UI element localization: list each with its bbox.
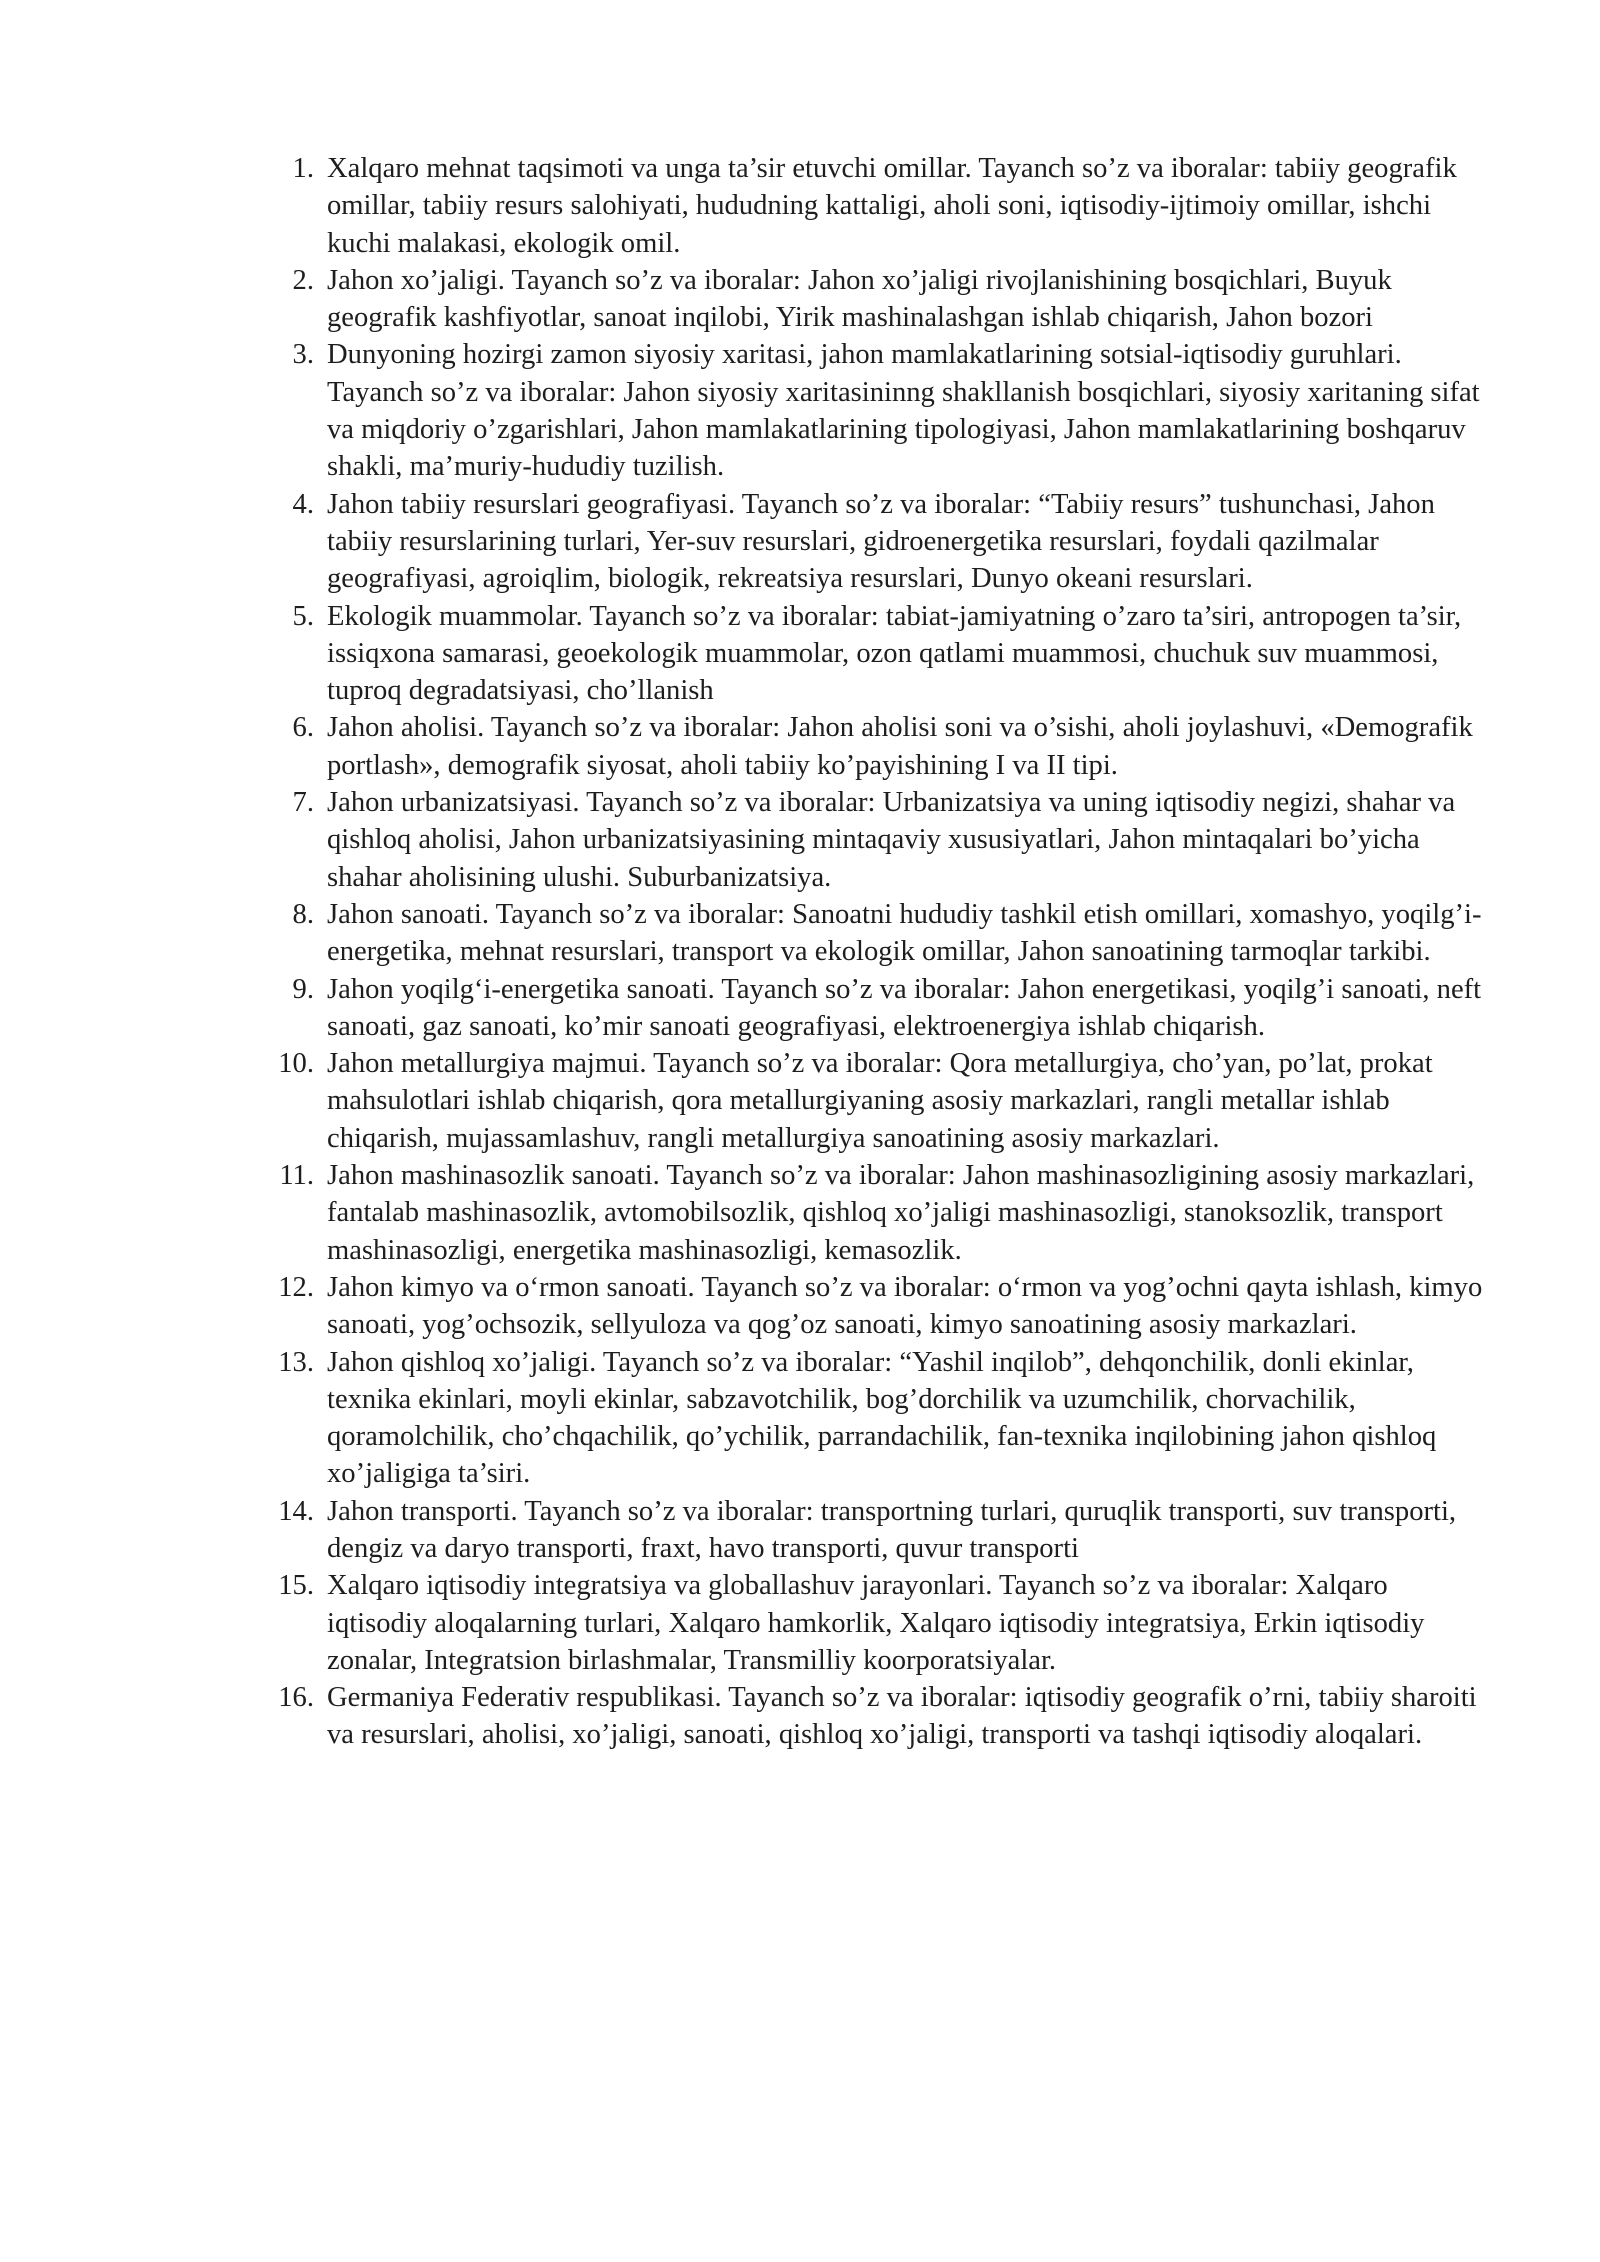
item-number: 4. xyxy=(292,488,314,520)
item-text: Jahon qishloq xo’jaligi. Tayanch so’z va iboralar: “Yashil inqilob”, dehqonchilik, donli ekinlar, texnika ekinlari, moyli ekinlar, sabzavotchilik, bog’dorchilik va uzumchilik, chorvachilik, qoramolchilik, cho’chqachilik, qo’ychilik, parrandachilik, fan-texnika inqilobining jahon qishloq xo’jaligiga ta’siri. xyxy=(327,1346,1437,1490)
item-number: 1. xyxy=(292,153,314,184)
item-number: 13. xyxy=(278,1346,314,1378)
item-number: 6. xyxy=(292,712,314,744)
item-text: Jahon metallurgiya majmui. Tayanch so’z va iboralar: Qora metallurgiya, cho’yan, po’lat, prokat mahsulotlari ishlab chiqarish, qora metallurgiyaning asosiy markazlari, rangli metallar ishlab chiqarish, mujassamlashuv, rangli metallurgiya sanoatining asosiy markazlari. xyxy=(327,1048,1433,1154)
item-text: Jahon mashinasozlik sanoati. Tayanch so’z va iboralar: Jahon mashinasozligining asosiy markazlari, fantalab mashinasozlik, avtomobilsozlik, qishloq xo’jaligi mashinasozligi, stanoksozlik, transport mashinasozligi, energetika mashinasozligi, kemasozlik. xyxy=(327,1160,1475,1266)
list-item xyxy=(274,336,1490,485)
list-item xyxy=(274,709,1490,784)
item-text: Jahon yoqilg‘i-energetika sanoati. Tayanch so’z va iboralar: Jahon energetikasi, yoqilg’i sanoati, neft sanoati, gaz sanoati, ko’mir sanoati geografiyasi, elektroenergiya ishlab chiqarish. xyxy=(327,973,1482,1042)
topic-list xyxy=(274,150,1490,1754)
item-number: 7. xyxy=(292,787,314,819)
list-item xyxy=(274,1157,1490,1269)
item-number: 3. xyxy=(292,339,314,371)
item-text: Jahon urbanizatsiyasi. Tayanch so’z va iboralar: Urbanizatsiya va uning iqtisodiy negizi, shahar va qishloq aholisi, Jahon urbanizatsiyasining mintaqaviy xususiyatlari, Jahon mintaqalari bo’yicha shahar aholisining ulushi. Suburbanizatsiya. xyxy=(327,787,1456,893)
item-number: 12. xyxy=(278,1271,314,1303)
item-text: Jahon sanoati. Tayanch so’z va iboralar: Sanoatni hududiy tashkil etish omillari, xomashyo, yoqilg’i-energetika, mehnat resurslari, transport va ekologik omillar, Jahon sanoatining tarmoqlar tarkibi. xyxy=(327,898,1482,968)
item-number: 16. xyxy=(278,1682,314,1714)
list-item xyxy=(274,1344,1490,1493)
item-number: 2. xyxy=(292,264,314,296)
list-item xyxy=(274,896,1490,971)
item-number: 8. xyxy=(292,898,314,930)
item-text: Xalqaro mehnat taqsimoti va unga ta’sir etuvchi omillar. Tayanch so’z va iboralar: tabiiy geografik omillar, tabiiy resurs salohiyati, hududning kattaligi, aholi soni, iqtisodiy-ijtimoiy omillar, ishchi kuchi malakasi, ekologik omil. xyxy=(327,153,1457,259)
item-number: 14. xyxy=(278,1495,314,1527)
item-text: Ekologik muammolar. Tayanch so’z va iboralar: tabiat-jamiyatning o’zaro ta’siri, antropogen ta’sir, issiqxona samarasi, geoekologik muammolar, ozon qatlami muammosi, chuchuk suv muammosi, tuproq degradatsiyasi, cho’llanish xyxy=(327,600,1462,707)
item-text: Jahon tabiiy resurslari geografiyasi. Tayanch so’z va iboralar: “Tabiiy resurs” tushunchasi, Jahon tabiiy resurslarining turlari, Yer-suv resurslari, gidroenergetika resurslari, foydali qazilmalar geografiyasi, agroiqlim, biologik, rekreatsiya resurslari, Dunyo okeani resurslari. xyxy=(327,488,1435,595)
list-item xyxy=(274,486,1490,598)
list-item xyxy=(274,784,1490,896)
item-text: Jahon aholisi. Tayanch so’z va iboralar: Jahon aholisi soni va o’sishi, aholi joylashuvi, «Demografik portlash», demografik siyosat, aholi tabiiy ko’payishining I va II tipi. xyxy=(327,712,1473,781)
item-text: Germaniya Federativ respublikasi. Tayanch so’z va iboralar: iqtisodiy geografik o’rni, tabiiy sharoiti va resurslari, aholisi, xo’jaligi, sanoati, qishloq xo’jaligi, transporti va tashqi iqtisodiy aloqalari. xyxy=(327,1682,1477,1751)
item-text: Dunyoning hozirgi zamon siyosiy xaritasi, jahon mamlakatlarining sotsial-iqtisodiy guruhlari. Tayanch so’z va iboralar: Jahon siyosiy xaritasininng shakllanish bosqichlari, siyosiy xaritaning sifat va miqdoriy o’zgarishlari, Jahon mamlakatlarining tipologiyasi, Jahon mamlakatlarining boshqaruv shakli, ma’muriy-hududiy tuzilish. xyxy=(327,339,1480,483)
item-number: 15. xyxy=(278,1570,314,1602)
list-item xyxy=(274,971,1490,1046)
list-item xyxy=(274,1493,1490,1568)
list-item xyxy=(274,150,1490,262)
item-number: 11. xyxy=(279,1160,314,1192)
item-number: 9. xyxy=(292,973,314,1005)
list-item xyxy=(274,598,1490,710)
item-number: 5. xyxy=(292,600,314,632)
item-text: Jahon transporti. Tayanch so’z va iboralar: transportning turlari, quruqlik transporti, suv transporti, dengiz va daryo transporti, fraxt, havo transporti, quvur transporti xyxy=(327,1495,1457,1564)
list-item xyxy=(274,1567,1490,1679)
list-item xyxy=(274,1679,1490,1754)
list-item xyxy=(274,262,1490,337)
item-text: Jahon kimyo va o‘rmon sanoati. Tayanch so’z va iboralar: o‘rmon va yog’ochni qayta ishlash, kimyo sanoati, yog’ochsozik, sellyuloza va qog’oz sanoati, kimyo sanoatining asosiy markazlari. xyxy=(327,1271,1483,1341)
item-number: 10. xyxy=(278,1048,314,1080)
item-text: Xalqaro iqtisodiy integratsiya va globallashuv jarayonlari. Tayanch so’z va iboralar: Xalqaro iqtisodiy aloqalarning turlari, Xalqaro hamkorlik, Xalqaro iqtisodiy integratsiya, Erkin iqtisodiy zonalar, Integratsion birlashmalar, Transmilliy koorporatsiyalar. xyxy=(327,1570,1425,1676)
item-text: Jahon xo’jaligi. Tayanch so’z va iboralar: Jahon xo’jaligi rivojlanishining bosqichlari, Buyuk geografik kashfiyotlar, sanoat inqilobi, Yirik mashinalashgan ishlab chiqarish, Jahon bozori xyxy=(327,264,1392,334)
list-item xyxy=(274,1045,1490,1157)
list-item xyxy=(274,1269,1490,1344)
